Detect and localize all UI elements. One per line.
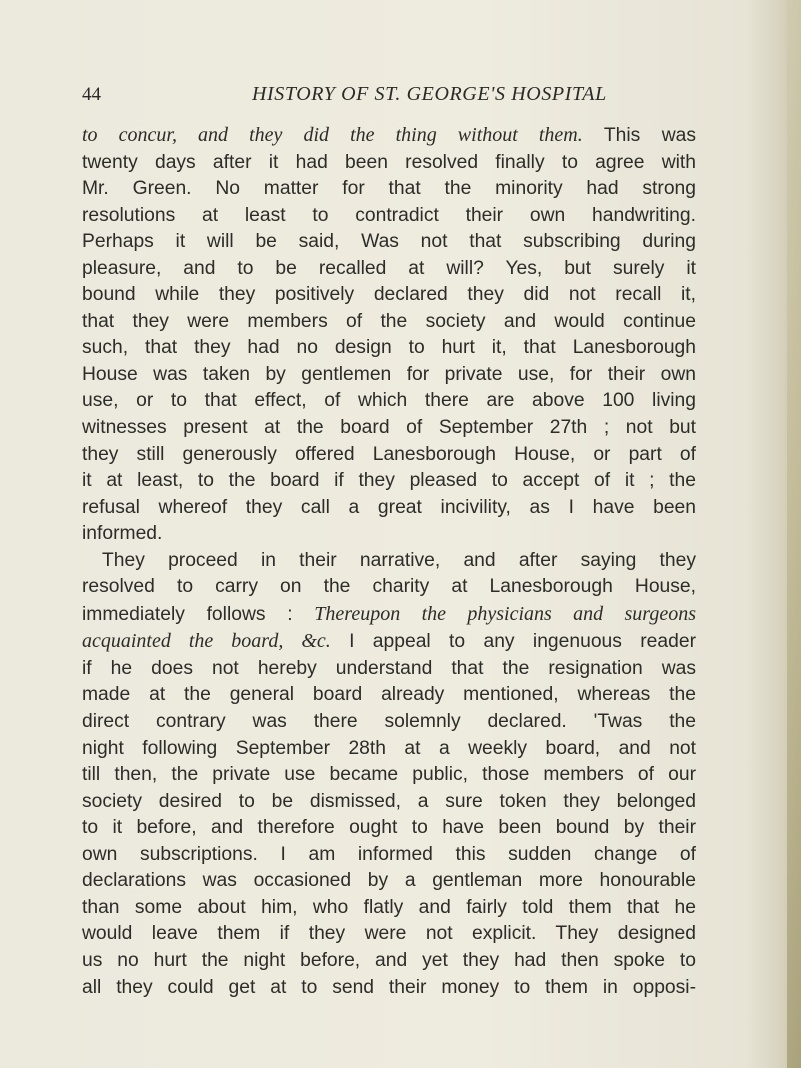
text-line <box>82 975 696 1002</box>
text-line <box>82 762 696 789</box>
line-text: till then, the private use became public, those members of our <box>82 764 696 786</box>
line-text: pleasure, and to be recalled at will? Yes, but surely it <box>82 257 696 279</box>
text-line <box>82 709 696 736</box>
line-text: informed. <box>82 523 163 545</box>
text-line <box>82 948 696 975</box>
text-line <box>82 415 696 442</box>
line-text: refusal whereof they call a great incivility, as I have been <box>82 496 696 518</box>
line-text: Mr. Green. No matter for that the minority had strong <box>82 178 696 200</box>
line-text: would leave them if they were not explicit. They designed <box>82 923 696 945</box>
line-text: twenty days after it had been resolved finally to agree with <box>82 151 696 173</box>
line-text: Perhaps it will be said, Was not that subscribing during <box>82 231 696 253</box>
text-line <box>82 682 696 709</box>
text-line <box>82 335 696 362</box>
line-text: own subscriptions. I am informed this sudden change of <box>82 843 696 865</box>
line-text: immediately follows : <box>82 603 315 625</box>
line-text: all they could get at to send their money to them in opposi- <box>82 976 696 998</box>
line-text: direct contrary was there solemnly declared. 'Twas the <box>82 711 696 733</box>
line-text: such, that they had no design to hurt it, that Lanesborough <box>82 337 696 359</box>
line-text: to it before, and therefore ought to have been bound by their <box>82 817 696 839</box>
text-line <box>82 574 696 601</box>
text-line <box>82 842 696 869</box>
line-text: This was <box>582 125 696 146</box>
text-line <box>82 256 696 283</box>
running-title: HISTORY OF ST. GEORGE'S HOSPITAL <box>252 83 607 105</box>
line-text: bound while they positively declared they did not recall it, <box>82 284 696 306</box>
text-line <box>82 150 696 177</box>
text-line <box>82 309 696 336</box>
text-line <box>82 442 696 469</box>
line-text: House was taken by gentlemen for private use, for their own <box>82 363 696 385</box>
page-edge-stain <box>787 0 801 1068</box>
line-text: declarations was occasioned by a gentleman more honourable <box>82 870 696 892</box>
italic-text: to concur, and they did the thing without them. <box>82 124 583 146</box>
text-line <box>82 229 696 256</box>
text-line <box>82 656 696 683</box>
text-line <box>82 388 696 415</box>
text-line <box>82 203 696 230</box>
text-line <box>82 495 696 522</box>
text-line <box>82 628 696 656</box>
text-line <box>82 521 696 548</box>
line-text: us no hurt the night before, and yet they had then spoke to <box>82 949 696 971</box>
line-text: use, or to that effect, of which there are above 100 living <box>82 390 696 412</box>
line-text: it at least, to the board if they pleased to accept of it ; the <box>82 470 696 492</box>
italic-text: Thereupon the physicians and surgeons <box>314 602 696 625</box>
italic-text: acquainted the board, &c. <box>82 630 331 653</box>
line-text: They proceed in their narrative, and after saying they <box>102 549 696 571</box>
body-text <box>82 122 696 1001</box>
line-text: if he does not hereby understand that the resignation was <box>82 657 696 679</box>
line-text: resolutions at least to contradict their own handwriting. <box>82 204 696 226</box>
line-text: I appeal to any ingenuous reader <box>330 631 696 653</box>
text-line <box>82 122 696 150</box>
text-line <box>82 548 696 575</box>
text-line <box>82 468 696 495</box>
text-line <box>82 601 696 629</box>
page-number: 44 <box>82 84 101 105</box>
text-line <box>82 789 696 816</box>
text-line <box>82 736 696 763</box>
text-line <box>82 921 696 948</box>
line-text: witnesses present at the board of September 27th ; not but <box>82 417 696 439</box>
text-line <box>82 282 696 309</box>
text-line <box>82 815 696 842</box>
line-text: society desired to be dismissed, a sure token they belonged <box>82 790 696 812</box>
line-text: they still generously offered Lanesborough House, or part of <box>82 443 696 465</box>
line-text: resolved to carry on the charity at Lanesborough House, <box>82 576 696 598</box>
running-head <box>82 80 696 110</box>
line-text: than some about him, who flatly and fairly told them that he <box>82 896 696 918</box>
text-line <box>82 868 696 895</box>
text-line <box>82 895 696 922</box>
line-text: night following September 28th at a weekly board, and not <box>82 737 696 759</box>
line-text: made at the general board already mentioned, whereas the <box>82 684 696 706</box>
text-line <box>82 362 696 389</box>
line-text: that they were members of the society and would continue <box>82 310 696 332</box>
text-line <box>82 176 696 203</box>
